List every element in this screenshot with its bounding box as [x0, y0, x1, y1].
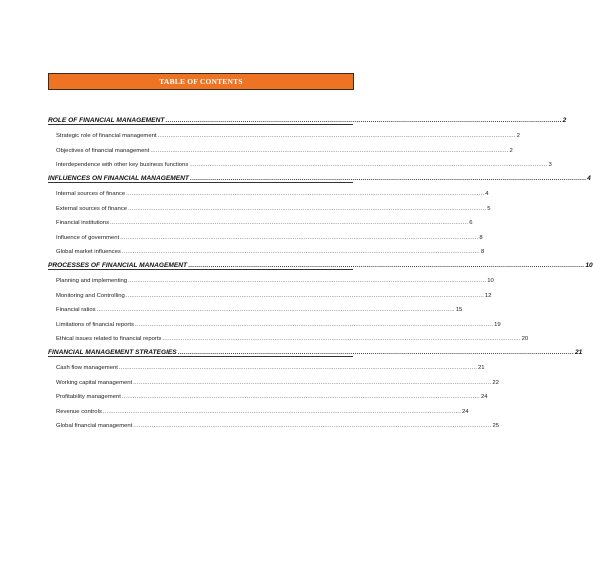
- toc-leader-dots: ...................................................................................................................................................................................................: [118, 365, 478, 371]
- toc-page-number: 4: [485, 191, 489, 197]
- toc-entry[interactable]: [56, 197, 491, 212]
- toc-entry[interactable]: [56, 183, 489, 198]
- toc-section-strategies[interactable]: [48, 342, 583, 357]
- toc-entry[interactable]: [56, 241, 485, 256]
- toc-leader-dots: ...................................................................................................................................................................................................: [102, 408, 461, 415]
- toc-leader-dots: ...................................................................................................................................................................................................: [188, 261, 585, 269]
- toc-entry[interactable]: [56, 328, 529, 343]
- toc-leader-dots: ...................................................................................................................................................................................................: [128, 278, 487, 284]
- toc-page-number: 10: [585, 261, 593, 269]
- toc-entry[interactable]: [56, 284, 492, 299]
- toc-entry[interactable]: [56, 270, 494, 285]
- toc-page-number: 6: [469, 220, 473, 226]
- toc-leader-dots: ...................................................................................................................................................................................................: [189, 174, 587, 182]
- toc-leader-dots: ...................................................................................................................................................................................................: [126, 191, 485, 197]
- toc-section-title: PROCESSES OF FINANCIAL MANAGEMENT: [48, 261, 188, 269]
- toc-leader-dots: ...................................................................................................................................................................................................: [133, 379, 492, 386]
- toc-entry[interactable]: [56, 386, 488, 401]
- toc-page-number: 22: [492, 379, 499, 386]
- toc-entry-title: Ethical issues related to financial reports: [56, 336, 162, 342]
- toc-entry-title: Strategic role of financial management: [56, 133, 157, 139]
- toc-leader-dots: ...................................................................................................................................................................................................: [150, 147, 509, 154]
- toc-entry-title: Limitations of financial reports: [56, 321, 134, 328]
- toc-leader-dots: ...................................................................................................................................................................................................: [165, 116, 562, 124]
- toc-entry-title: Global market influences: [56, 249, 121, 255]
- toc-section-title: FINANCIAL MANAGEMENT STRATEGIES: [48, 348, 177, 356]
- toc-entry-title: External sources of finance: [56, 205, 128, 212]
- toc-page-number: 2: [562, 116, 567, 124]
- toc-page-number: 12: [484, 292, 492, 299]
- toc-page-number: 10: [487, 278, 494, 284]
- toc-leader-dots: ...................................................................................................................................................................................................: [157, 133, 516, 139]
- toc-entry[interactable]: [56, 299, 463, 314]
- toc-leader-dots: ...................................................................................................................................................................................................: [121, 249, 480, 255]
- toc-entry-title: Planning and implementing: [56, 278, 128, 284]
- toc-entry-title: Financial institutions: [56, 220, 110, 226]
- toc-section-influences[interactable]: [48, 168, 591, 183]
- toc-entry-title: Influence of government: [56, 234, 120, 241]
- toc-entry-title: Financial ratios: [56, 307, 96, 313]
- toc-entry-title: Cash flow management: [56, 365, 118, 371]
- toc-page-number: 21: [574, 348, 583, 356]
- toc-section-title: INFLUENCES ON FINANCIAL MANAGEMENT: [48, 174, 189, 182]
- toc-page-number: 2: [509, 147, 513, 154]
- toc-leader-dots: ...................................................................................................................................................................................................: [128, 205, 487, 212]
- toc-page-number: 3: [548, 162, 552, 168]
- toc-entry[interactable]: [56, 154, 552, 169]
- toc-entry[interactable]: [56, 371, 499, 386]
- toc-leader-dots: ...................................................................................................................................................................................................: [134, 321, 494, 328]
- toc-leader-dots: ...................................................................................................................................................................................................: [121, 394, 480, 400]
- toc-leader-dots: ...................................................................................................................................................................................................: [120, 234, 479, 241]
- toc-entry[interactable]: [56, 357, 485, 372]
- toc-leader-dots: ...................................................................................................................................................................................................: [177, 348, 574, 356]
- toc-entry[interactable]: [56, 139, 513, 154]
- toc-section-role[interactable]: [48, 110, 567, 125]
- toc-page-number: 8: [479, 234, 483, 241]
- toc-entry[interactable]: [56, 415, 499, 430]
- toc-page-number: 2: [516, 133, 520, 139]
- toc-entry[interactable]: [56, 125, 520, 140]
- toc-section-processes[interactable]: [48, 255, 593, 270]
- toc-leader-dots: ...................................................................................................................................................................................................: [133, 423, 492, 429]
- toc-page-number: 5: [487, 205, 491, 212]
- toc-page-number: 20: [521, 336, 529, 342]
- toc-page-number: 4: [587, 174, 591, 182]
- toc-entry[interactable]: [56, 400, 469, 415]
- toc-entry-title: Working capital management: [56, 379, 133, 386]
- toc-page-number: 25: [492, 423, 499, 429]
- toc-leader-dots: ...................................................................................................................................................................................................: [162, 336, 521, 342]
- toc-entry-title: Revenue controls: [56, 408, 102, 415]
- toc-entry[interactable]: [56, 313, 501, 328]
- toc-entry-title: Objectives of financial management: [56, 147, 150, 154]
- toc-leader-dots: ...................................................................................................................................................................................................: [125, 292, 484, 299]
- toc-entry-title: Internal sources of finance: [56, 191, 126, 197]
- toc-entry-title: Global financial management: [56, 423, 133, 429]
- toc-leader-dots: ...................................................................................................................................................................................................: [96, 307, 455, 313]
- toc-entry[interactable]: [56, 226, 483, 241]
- toc-title: TABLE OF CONTENTS: [159, 77, 243, 86]
- toc-entry-title: Profitability management: [56, 394, 121, 400]
- toc-page-number: 24: [461, 408, 469, 415]
- toc-section-title: ROLE OF FINANCIAL MANAGEMENT: [48, 116, 165, 124]
- toc-entry[interactable]: [56, 212, 473, 227]
- toc-page-number: 8: [480, 249, 485, 255]
- toc-leader-dots: ...................................................................................................................................................................................................: [110, 220, 469, 226]
- table-of-contents: [48, 110, 593, 429]
- toc-page-number: 15: [455, 307, 463, 313]
- toc-entry-title: Interdependence with other key business functions: [56, 162, 189, 168]
- toc-page-number: 24: [480, 394, 488, 400]
- toc-page-number: 21: [478, 365, 485, 371]
- toc-banner: [48, 73, 354, 90]
- toc-leader-dots: ...................................................................................................................................................................................................: [189, 162, 548, 168]
- toc-page-number: 19: [494, 321, 501, 328]
- toc-entry-title: Monitoring and Controlling: [56, 292, 125, 299]
